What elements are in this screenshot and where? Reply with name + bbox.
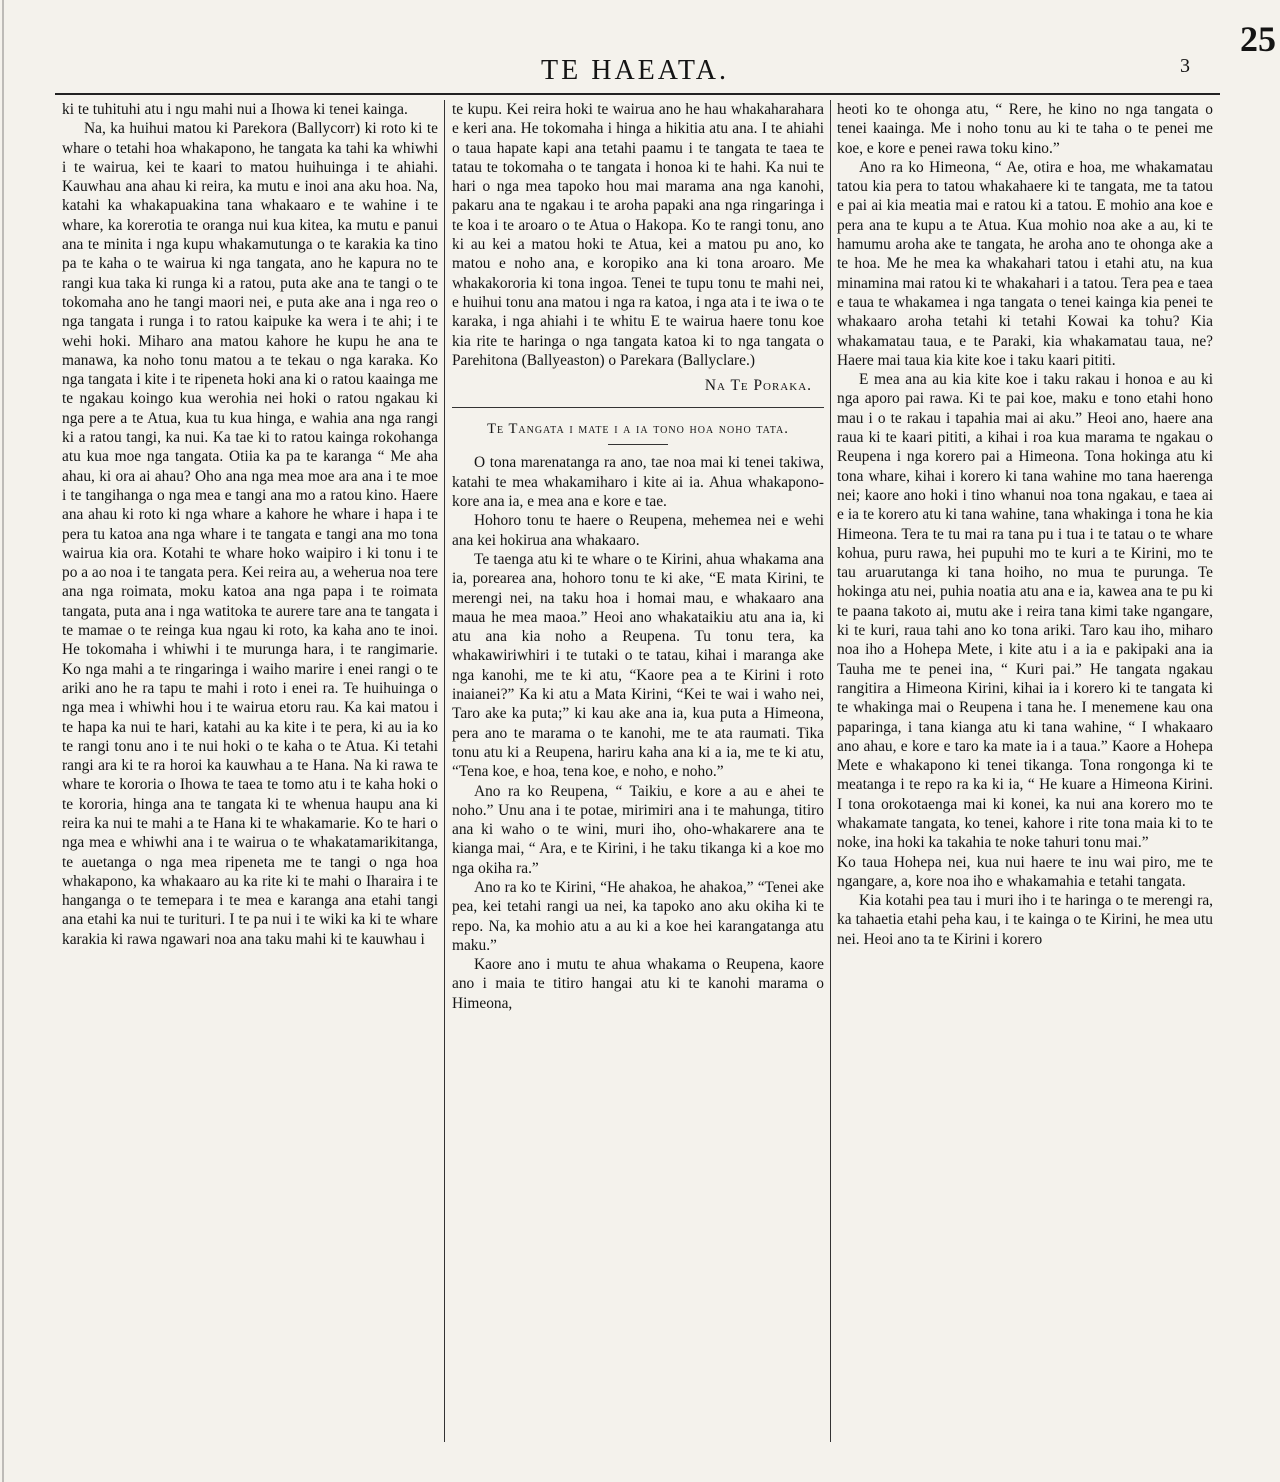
paragraph: Kaore ano i mutu te ahua whakama o Reupena, kaore ano i maia te titiro hangai atu ki te kanohi marama o Himeona, bbox=[452, 956, 824, 1012]
paragraph: E mea ana au kia kite koe i taku rakau i honoa e au ki nga aporo pai rawa. Ki te pai koe, maku e tono etahi hono mau i o te rakau i tapahia mai ai aku.” Heoi ano, haere ana raua ki te kaari pititi, a kihai i roa kua marama te ngakau o Reupena i nga korero pai a Himeona. Tona hokinga atu ki tona whare, kihai i korero ki tana wahine mo tana haerenga nei; kaore ano hoki i tino whanui noa tona ngakau, e taea ai e ia te korero atu ki tana wahine, tana whakinga i tona he kia Himeona. Tera te tu mai ra tana pu i tua i te tatau o te whare kohua, puru rawa, hei pupuhi mo te kuri a te Kirini, mo te tau aruarutanga ki tana hoiho, no mua te purunga. Te hokinga atu nei, puhia noatia atu ana e ia, kawea ana te pu ki te paana takoto ai, mutu ake i reira tana kimi take ngangare, ki te kuri, raua tahi ano ko tona ariki. Taro kau iho, miharo noa iho a Hohepa Mete, i kite atu i a ia e pakipaki ana ia Tauha me te penei ina, “ Kuri pai.” He tangata ngakau rangitira a Himeona Kirini, kihai ia i korero ki te tangata ki te whakinga mai o Reupena i tana he. I menemene kau ona paparinga, i tana kianga atu ki tana wahine, “ I whakaaro ano ahau, e kore e taro ka mate ia i a taua.” Kaore a Hohepa Mete e whakapono ki tenei tikanga. Tona rongonga ki te meatanga i te repo ra ka ki ia, “ He kuare a Himeona Kirini. I tona orokotaenga mai ki konei, ka nui ana korero mo te whakamate tangata, ko tenei, kahore i rite tona maia ki to te noke, ina hoki ka takahia te noke tahuri tonu mai.” bbox=[837, 371, 1213, 852]
column-2 bbox=[452, 100, 824, 1462]
paragraph: Hohoro tonu te haere o Reupena, mehemea nei e wehi ana kei hokirua ana whakaaro. bbox=[452, 512, 824, 549]
heading-rule bbox=[608, 444, 668, 445]
column-3 bbox=[837, 100, 1213, 1462]
column-divider bbox=[830, 100, 831, 1442]
page-number: 3 bbox=[1180, 55, 1190, 77]
header-rule bbox=[55, 93, 1220, 95]
newspaper-title: TE HAEATA. bbox=[541, 55, 729, 86]
binding-edge bbox=[2, 0, 24, 1482]
paragraph: Te taenga atu ki te whare o te Kirini, ahua whakama ana ia, porearea ana, hohoro tonu te ki ake, “E mata Kirini, te merengi nei, na taku hoa i homai mau, e whakaaro ana maua he mea maoa.” Heoi ano whakataikiu atu ana ia, ki atu ana kia noho a Reupena. Tu tonu tera, ka whakawiriwhiri i te tutaki o te tatau, kihai i maranga ake nga kanohi, me te ki atu, “Kaore pea a te Kirini i roto inaianei?” Ka ki atu a Mata Kirini, “Kei te wai i waho nei, Taro ake ka puta;” ki kau ake ana ia, kua puta a Himeona, pera ano te marama o te kanohi, me te ata raumati. Tika tonu atu ki a Reupena, hariru kaha ana ki a ia, me te ki atu, “Tena koe, e hoa, tena koe, e noho, e noho.” bbox=[452, 550, 824, 781]
masthead bbox=[60, 55, 1210, 89]
paragraph: Ano ra ko te Kirini, “He ahakoa, he ahakoa,” “Tenei ake pea, kei tetahi rangi ua nei, ka tapoko ano aku okiha ki te repo. Na, ka mohio atu a au ki a koe hei karangatanga atu maku.” bbox=[452, 878, 824, 954]
corner-page-number: 25 bbox=[1240, 19, 1276, 59]
paragraph: Ko taua Hohepa nei, kua nui haere te inu wai piro, me te ngangare, a, kore noa iho e whakamahia e tetahi tangata. bbox=[837, 853, 1213, 890]
author-signature: Na Te Poraka. bbox=[704, 377, 812, 395]
paragraph: Ano ra ko Himeona, “ Ae, otira e hoa, me whakamatau tatou kia pera to tatou whakahaere ki te tangata, me ta tatou e pai ai kia meatia mai e ratou ki a tatou. E mohio ana koe e pera ana te kupu a te Atua. Kua mohio noa ake a au, ki te hamumu aroha ake te tangata, he aroha ano te ohonga ake a te hoa. Me he mea ka whakahari tatou i etahi atu, na kua minamina mai ratou ki te whakahari i a tatou. Tera pea e taea e taua te whakamea i nga tangata o tenei kainga kia penei te whakaaro aroha tetahi ki tetahi Kowai ka tohu? Kia whakamatau taua, e te Paraki, kia whakamatau taua, ne? Haere mai taua kia kite koe i taku kaari pititi. bbox=[837, 158, 1213, 369]
paragraph: Na, ka huihui matou ki Parekora (Ballycorr) ki roto ki te whare o tetahi hoa whakapono, he tangata ka tahi ka whiwhi i te wairua, kei te kaari to matou huihuinga i te ahiahi. Kauwhau ana ahau ki reira, ka mutu e inoi ana aku hoa. Na, katahi ka whakapuakina tana whakaaro e te wahine i te whare, ka korerotia te oranga nui kua kitea, ka mutu e panui ana te minita i nga kupu whakamutunga o te karakia ka tino pa te kaha o te wairua ki nga tangata, ano he kapura no te rangi kua taka ki runga ki a ratou, puta ake ana te tangi o te tokomaha ano he tangi maori nei, e puta ake ana i nga reo o nga tangata i runga i to ratou kaipuke ka wera i te ahi; i te wehi hoki. Miharo ana matou kahore he kupu he ana te manawa, ka noho tonu matou a te tekau o nga karaka. Ko nga tangata i kite i te ripeneta hoki ana ki o ratou kaainga me te ngakau koingo kua werohia nei hoki o ratou ngakau ki nga pere a te Atua, kua tu kua hinga, e wahia ana nga rangi ki a ratou tangi, ka nui. Ka tae ki to ratou kainga rokohanga atu kua moe nga tangata. Otiia ka pa te karanga “ Me aha ahau, ki ora ai ahau? Oho ana nga mea moe ara ana i te moe i te tangihanga o nga mea e tangi ana mo a ratou kino. Haere ana ahau ki roto ki nga whare a kahore he whare i hapa i te pera tu katoa ana nga whare i te tangata e tangi ana mo tona wairua kia ora. Kotahi te whare hoko waipiro i ki tonu i te po a ao noa i te tangata pera. Kei reira au, a weherua noa tere ana nga roimata, moku katoa ana nga papa i te roimata tangata, puta ana i nga watitoka te aurere tare ana te tangata i te mamae o te reinga kua ngau ki roto, ka kaha ano te inoi. He tokomaha i whiwhi i te murunga hara, i te rangimarie. Ko nga mahi a te ringaringa i waiho marire i enei rangi o te ariki ano he ra tapu te mahi i roto i enei ra. Te huihuinga o nga mea i whiwhi hou i te wairua etoru rau. Ka kai matou i te hapa ka nui te hari, katahi au ka kite i te pera, ki au ia ko te rangi tonu ano i te nui hoki o te kaha o te Atua. Ki tetahi rangi ara ki te ra horoi ka kauwhau a te Hana. Na ki rawa te whare te kororia o Ihowa te taea te tomo atu i te kaha hoki o te kororia, hinga ana te tangata ki te whenua haupu ana ki reira ka nui te mahi a te Hana ki te whakamarie. Ko te hari o nga mea e whiwhi ana i te wairua o te whakatamarikitanga, te auetanga o nga mea ripeneta me te tangi o nga hoa whakapono, ka whakaaro au ka rite ki te mahi o Iharaira i te hanganga o te temepara i te mea e karanga ana etahi tangi ana etahi ka nui te turituri. I te pa nui i te wiki ka ki te whare karakia ki rawa ngawari noa ana taku mahi ki te kauwhau i bbox=[62, 120, 438, 948]
article-heading: Te Tangata i mate i a ia tono hoa noho tata. bbox=[487, 421, 789, 438]
paragraph: heoti ko te ohonga atu, “ Rere, he kino no nga tangata o tenei kaainga. Me i noho tonu au ki te taha o te penei me koe, e kore e penei rawa toku kino.” bbox=[837, 101, 1213, 157]
paragraph: Ano ra ko Reupena, “ Taikiu, e kore a au e ahei te noho.” Unu ana i te potae, mirimiri ana i te mahunga, titiro ana ki waho o te wini, muri iho, oho-whakarere ana te kianga mai, “ Ara, e te Kirini, i he taku tikanga ki a koe mo nga okiha ra.” bbox=[452, 782, 824, 877]
column-divider bbox=[444, 100, 445, 1442]
paragraph: Kia kotahi pea tau i muri iho i te haringa o te merengi ra, ka tahaetia etahi peha kau, i te kainga o te Kirini, he mea utu nei. Heoi ano ta te Kirini i korero bbox=[837, 892, 1213, 948]
column-1 bbox=[62, 100, 438, 1462]
article-separator bbox=[452, 407, 824, 408]
paragraph: ki te tuhituhi atu i ngu mahi nui a Ihowa ki tenei kainga. bbox=[62, 101, 408, 118]
paragraph: te kupu. Kei reira hoki te wairua ano he hau whakaharahara e keri ana. He tokomaha i hinga a hikitia atu ana. I te ahiahi o taua hapate kapi ana tetahi paamu i te tangata te taea te tatau te tokomaha o te tangata i honoa ki te hahi. Ka nui te hari o nga mea tapoko hou mai marama ana nga kanohi, pakaru ana te ngakau i te aroha papaki ana nga ringaringa i te koa i te aroaro o te Atua o Hakopa. Ko te rangi tonu, ano ki au kei a matou hoki te Atua, kei a matou pu ano, ko matou e noho ana, e koropiko ana ki tona aroaro. Me whakakororia ki tona ingoa. Tenei te tupu tonu te mahi nei, e huihui tonu ana matou i nga ra katoa, i nga ata i te iwa o te karaka, i nga ahiahi i te whitu E te wairua haere tonu koe kia rite te haringa o nga tangata katoa ki to nga tangata o Parehitona (Ballyeaston) o Parekara (Ballyclare.) bbox=[452, 101, 824, 369]
paragraph: O tona marenatanga ra ano, tae noa mai ki tenei takiwa, katahi te mea whakamiharo i kite ai ia. Ahua whakapono-kore ana ia, e mea ana e kore e tae. bbox=[452, 454, 824, 511]
